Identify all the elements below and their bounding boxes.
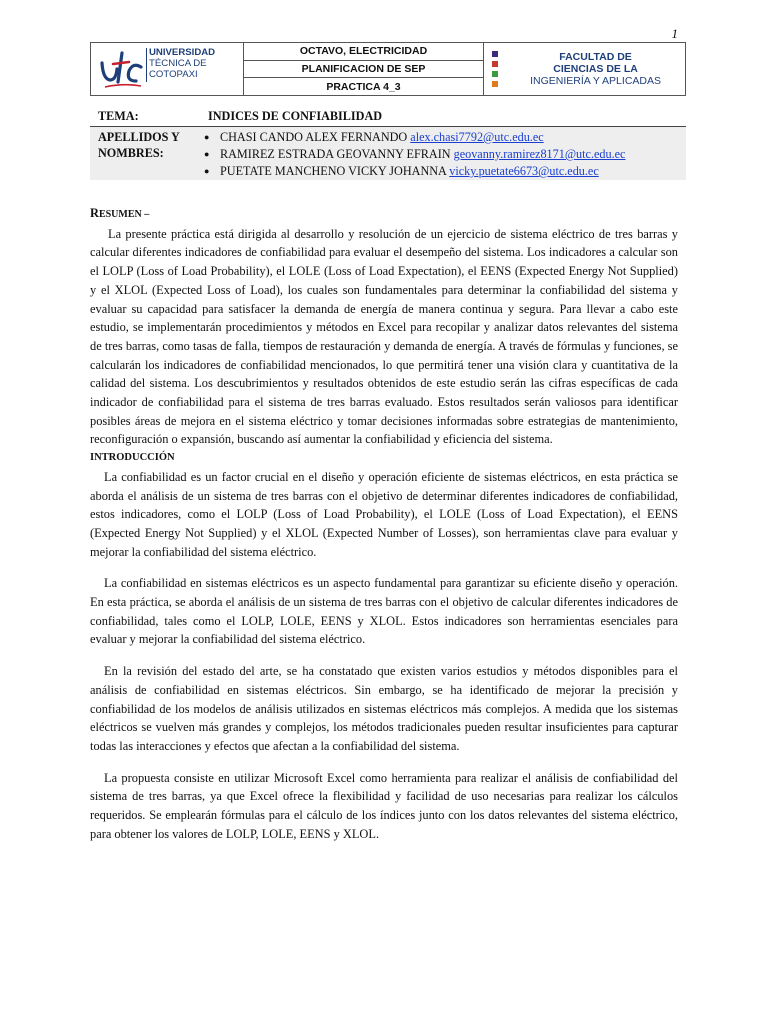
authors-list bbox=[200, 127, 625, 180]
faculty-line-3: INGENIERÍA Y APLICADAS bbox=[530, 75, 661, 87]
faculty-line-2: CIENCIAS DE LA bbox=[553, 63, 638, 75]
bullet-icon: ● bbox=[204, 166, 210, 176]
university-name bbox=[149, 47, 215, 80]
resumen-heading-rest: ESUMEN – bbox=[98, 209, 150, 220]
authors-row bbox=[90, 127, 686, 180]
author-email-link[interactable]: alex.chasi7792@utc.edu.ec bbox=[410, 130, 544, 144]
resumen-heading-initial: R bbox=[90, 206, 99, 220]
university-line-3: COTOPAXI bbox=[149, 69, 198, 80]
names-label-line-1: APELLIDOS Y bbox=[98, 130, 180, 144]
author-email-link[interactable]: geovanny.ramirez8171@utc.edu.ec bbox=[453, 147, 626, 161]
author-item bbox=[200, 129, 625, 146]
author-name: PUETATE MANCHENO VICKY JOHANNA bbox=[220, 164, 447, 178]
author-name: CHASI CANDO ALEX FERNANDO bbox=[220, 130, 408, 144]
university-line-1: UNIVERSIDAD bbox=[149, 47, 216, 58]
tema-value: INDICES DE CONFIABILIDAD bbox=[208, 108, 383, 123]
utc-logo-icon bbox=[99, 49, 145, 91]
author-item bbox=[200, 146, 625, 163]
tema-row bbox=[90, 106, 686, 127]
course-title: OCTAVO, ELECTRICIDAD bbox=[244, 43, 483, 61]
info-table bbox=[90, 106, 686, 180]
document-header bbox=[90, 42, 686, 96]
practice-title: PRACTICA 4_3 bbox=[326, 80, 401, 93]
faculty-squares-icon bbox=[492, 51, 498, 91]
bullet-icon: ● bbox=[204, 149, 210, 159]
resumen-paragraph: La presente práctica está dirigida al desarrollo y resolución de un ejercicio de sistema eléctrico de tres barras y calcular diferentes indicadores de confiabilidad para evaluar el desempeño del sistema. Los indicadores a calcular son el LOLP (Loss of Load Probability), el LOLE (Loss of Load Expectation), el EENS (Expected Energy Not Supplied) y el XLOL (Expected Loss of Load), los cuales son fundamentales para determinar la confiabilidad del sistema y evaluar su capacidad para satisfacer la demanda de energía de manera continua y segura. Para llevar a cabo este estudio, se implementarán procedimientos y métodos en Excel para recopilar y analizar datos relevantes del sistema de tres barras, como tasas de falla, tiempos de restauración y demanda de energía. A través de fórmulas y funciones, se calcularán los indicadores de confiabilidad mencionados, lo que permitirá tener una visión clara y cuantitativa de la calidad del sistema. Los descubrimientos y resultados obtenidos de este estudio serán las cifras específicas de cada indicador de confiabilidad para el sistema de tres barras evaluado. Estos resultados serán valiosos para identificar posibles áreas de mejora en el sistema eléctrico y tomar decisiones informadas sobre estrategias de mantenimiento, reconfiguración o expansión, buscando así aumentar la confiabilidad y eficiencia del sistema. bbox=[90, 226, 678, 447]
names-label-line-2: NOMBRES: bbox=[98, 146, 164, 160]
university-line-2: TÉCNICA DE bbox=[149, 58, 207, 69]
bullet-icon: ● bbox=[204, 132, 210, 142]
document-body bbox=[90, 204, 678, 857]
header-titles bbox=[244, 43, 484, 95]
author-item bbox=[200, 163, 625, 180]
author-email-link[interactable]: vicky.puetate6673@utc.edu.ec bbox=[449, 164, 599, 178]
subject-title: PLANIFICACION DE SEP bbox=[244, 61, 483, 79]
tema-label: TEMA: bbox=[98, 108, 139, 123]
university-logo bbox=[91, 43, 244, 95]
author-name: RAMIREZ ESTRADA GEOVANNY EFRAIN bbox=[220, 147, 451, 161]
intro-paragraph: La propuesta consiste en utilizar Microsoft Excel como herramienta para realizar el análisis de confiabilidad del sistema de tres barras, ya que Excel ofrece la flexibilidad y facilidad de uso necesarias para realizar los cálculos requeridos. Se emplearán fórmulas para el cálculo de los índices junto con los datos relevantes del sistema eléctrico, para obtener los valores de LOLP, LOLE, EENS y XLOL. bbox=[90, 770, 678, 841]
names-label bbox=[90, 127, 200, 180]
faculty-logo bbox=[484, 43, 685, 95]
faculty-line-1: FACULTAD DE bbox=[559, 51, 632, 63]
intro-paragraph: En la revisión del estado del arte, se ha constatado que existen varios estudios y métodos disponibles para el análisis de confiabilidad en sistemas eléctricos. Sin embargo, se ha identificado de mejorar la precisión y confiabilidad de los modelos de análisis utilizados en sistemas eléctricos más complejos. A medida que los sistemas eléctricos se vuelven más grandes y complejos, los métodos tradicionales pueden resultar insuficientes para capturar todas las interacciones y efectos que afectan a la confiabilidad del sistema. bbox=[90, 664, 678, 753]
intro-paragraph: La confiabilidad en sistemas eléctricos es un aspecto fundamental para garantizar su eficiente diseño y operación. En esta práctica, se aborda el análisis de un sistema de tres barras con el objetivo de calcular diferentes indicadores de confiabilidad, tales como el LOLP, LOLE, EENS y XLOL. Estos indicadores son herramientas esenciales para evaluar y mejorar la confiabilidad del sistema eléctrico. bbox=[90, 576, 678, 647]
intro-paragraph: La confiabilidad es un factor crucial en el diseño y operación eficiente de sistemas eléctricos, en esta práctica se aborda el análisis de un sistema de tres barras con el objetivo de determinar diferentes indicadores de confiabilidad, estos indicadores, como el LOLP (Loss of Load Probability), el LOLE (Loss of Load Expectation), el EENS (Expected Energy Not Supplied) y el XLOL (Expected Number of Losses), son herramientas clave para evaluar y mejorar la confiabilidad del sistema eléctrico. bbox=[90, 469, 678, 559]
faculty-name bbox=[530, 51, 661, 87]
introduccion-heading: INTRODUCCIÓN bbox=[90, 452, 175, 464]
resumen-heading bbox=[90, 204, 678, 225]
page-number: 1 bbox=[671, 26, 678, 41]
